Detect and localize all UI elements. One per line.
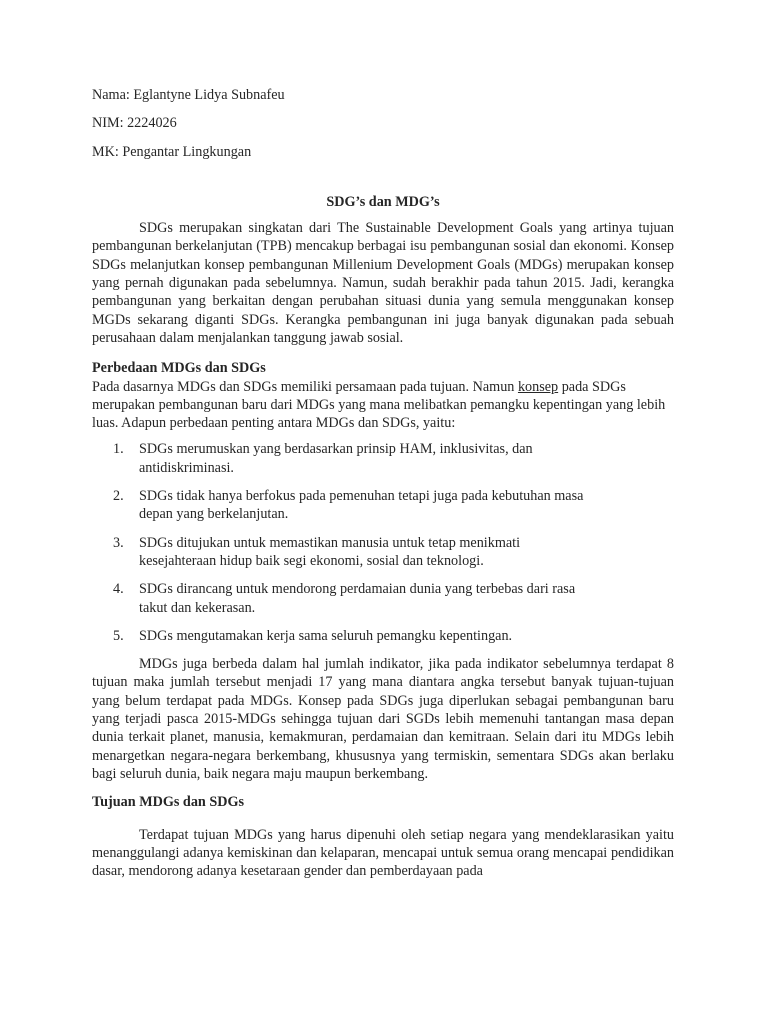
section-heading-differences: Perbedaan MDGs dan SDGs (92, 360, 266, 377)
differences-intro-paragraph (92, 378, 674, 433)
student-id: NIM: 2224026 (92, 115, 177, 132)
list-item-text: SDGs mengutamakan kerja sama seluruh pemangku kepentingan. (139, 627, 513, 644)
differences-intro-text-a: Pada dasarnya MDGs dan SDGs memiliki persamaan pada tujuan. Namun (92, 378, 518, 395)
list-item-text: SDGs dirancang untuk mendorong perdamaian dunia yang terbebas dari rasa takut dan kekerasan. (139, 581, 576, 616)
student-name: Nama: Eglantyne Lidya Subnafeu (92, 87, 285, 103)
differences-intro-text-b: pada SDGs merupakan pembangunan baru dari MDGs yang mana melibatkan pemangku kepentingan yang lebih luas. Adapun perbedaan penting antara MDGs dan SDGs, yaitu: (92, 378, 666, 432)
list-item-text: SDGs merumuskan yang berdasarkan prinsip HAM, inklusivitas, dan antidiskriminasi. (139, 441, 533, 476)
concept-link[interactable]: konsep (517, 378, 559, 395)
list-item-number: 3. (113, 534, 124, 551)
intro-paragraph: SDGs merupakan singkatan dari The Sustainable Development Goals yang artinya tujuan pembangunan berkelanjutan (TPB) mencakup berbagai isu pembangunan sosial dan ekonomi. Konsep SDGs melanjutkan konsep pembangunan Millenium Development Goals (MDGs) merupakan konsep yang pernah digunakan pada sebelumnya. Namun, sudah berakhir pada tahun 2015. Jadi, kerangka pembangunan yang berkaitan dengan perubahan situasi dunia yang semula menggunakan konsep MGDs sekarang diganti SDGs. Kerangka pembangunan ini juga banyak digunakan pada sebuah perusahaan dalam menjalankan tanggung jawab sosial. (92, 220, 674, 346)
list-item (92, 627, 674, 645)
differences-list (92, 440, 674, 645)
list-item-number: 4. (113, 581, 124, 598)
list-item (92, 487, 674, 524)
list-item-text: SDGs tidak hanya berfokus pada pemenuhan tetapi juga pada kebutuhan masa depan yang berkelanjutan. (139, 488, 584, 523)
list-item (92, 534, 674, 571)
list-item (92, 580, 674, 617)
list-item-number: 2. (113, 488, 124, 505)
document-title: SDG’s dan MDG’s (326, 193, 440, 210)
list-item-number: 1. (113, 441, 124, 458)
section-heading-goals: Tujuan MDGs dan SDGs (92, 794, 245, 811)
list-item-text: SDGs ditujukan untuk memastikan manusia untuk tetap menikmati kesejahteraan hidup baik segi ekonomi, sosial dan teknologi. (139, 534, 521, 569)
list-item-number: 5. (113, 627, 124, 644)
indicator-paragraph: MDGs juga berbeda dalam hal jumlah indikator, jika pada indikator sebelumnya terdapat 8 tujuan maka jumlah tersebut menjadi 17 yang mana diantara angka tersebut banyak tujuan-tujuan yang belum terdapat pada MDGs. Konsep pada SDGs juga diperlukan sebagai pembangunan baru yang terjadi pasca 2015-MDGs sehingga tujuan dari SGDs lebih memenuhi tantangan masa depan dunia terkait planet, manusia, kemakmuran, perdamaian dan kemitraan. Selain dari itu MDGs lebih menargetkan negara-negara berkembang, khususnya yang termiskin, sementara SDGs akan berlaku bagi seluruh dunia, baik negara maju maupun berkembang. (92, 656, 674, 782)
list-item (92, 440, 674, 477)
course-name: MK: Pengantar Lingkungan (92, 143, 252, 160)
goals-paragraph: Terdapat tujuan MDGs yang harus dipenuhi oleh setiap negara yang mendeklarasikan yaitu menanggulangi adanya kemiskinan dan kelaparan, mencapai untuk semua orang mencapai pendidikan dasar, mendorong adanya kesetaraan gender dan pemberdayaan pada (92, 826, 674, 880)
